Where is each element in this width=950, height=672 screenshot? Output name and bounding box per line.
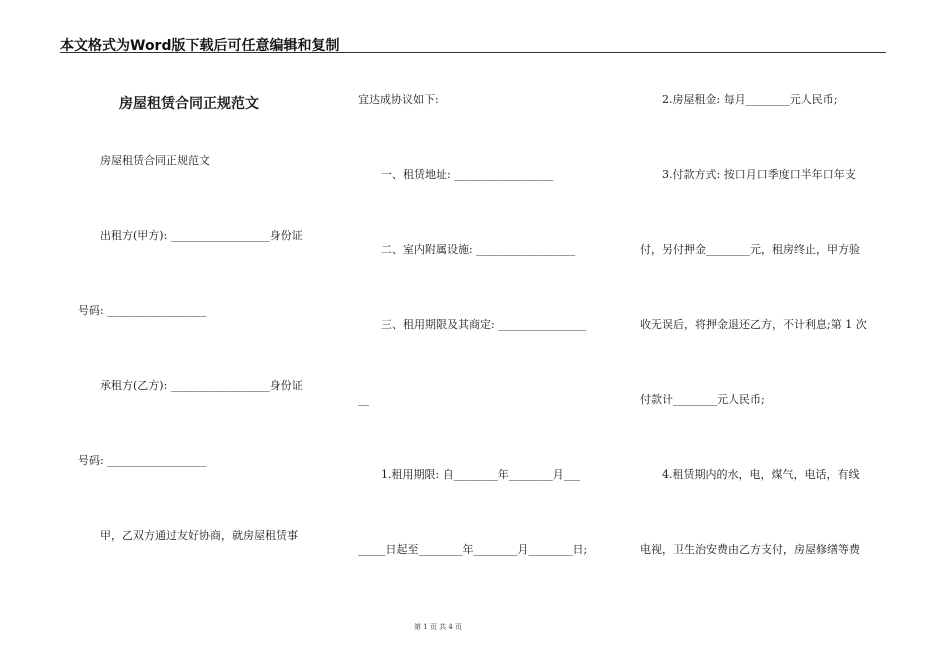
period-line-a: 1.租用期限: 自________年________月___ (381, 468, 581, 481)
document-title: 房屋租赁合同正规范文 (119, 96, 259, 112)
item-lease-term: 三、租用期限及其商定: ________________ (381, 318, 587, 331)
agreement-line: 甲，乙双方通过友好协商，就房屋租赁事 (100, 529, 298, 542)
lessor-id-line: 号码: __________________ (78, 304, 207, 317)
page-number: 第 1 页 共 4 页 (414, 623, 463, 631)
fees-line-a: 4.租赁期内的水，电，煤气，电话，有线 (662, 468, 860, 481)
document-header: 本文格式为Word版下载后可任意编辑和复制 (60, 38, 340, 54)
lessee-id-line: 号码: __________________ (78, 454, 207, 467)
agreement-continuation: 宜达成协议如下: (358, 93, 439, 106)
fees-line-b: 电视，卫生治安费由乙方支付，房屋修缮等费 (640, 543, 860, 556)
lessee-line: 承租方(乙方): __________________身份证 (100, 379, 303, 392)
payment-line-d: 付款计________元人民币; (640, 393, 765, 406)
subtitle-line: 房屋租赁合同正规范文 (100, 154, 210, 167)
payment-line-b: 付，另付押金________元，租房终止，甲方验 (640, 243, 860, 256)
payment-line-c: 收无误后，将押金退还乙方，不计利息;第 1 次 (640, 318, 867, 331)
period-line-b: _____日起至________年________月________日; (358, 543, 588, 556)
item-lease-term-cont: __ (358, 393, 369, 406)
header-divider (60, 52, 886, 53)
item-rental-address: 一、租赁地址: __________________ (381, 168, 554, 181)
item-facilities: 二、室内附属设施: __________________ (381, 243, 576, 256)
lessor-line: 出租方(甲方): __________________身份证 (100, 229, 303, 242)
payment-line-a: 3.付款方式: 按口月口季度口半年口年支 (662, 168, 856, 181)
rent-line: 2.房屋租金: 每月________元人民币; (662, 93, 838, 106)
